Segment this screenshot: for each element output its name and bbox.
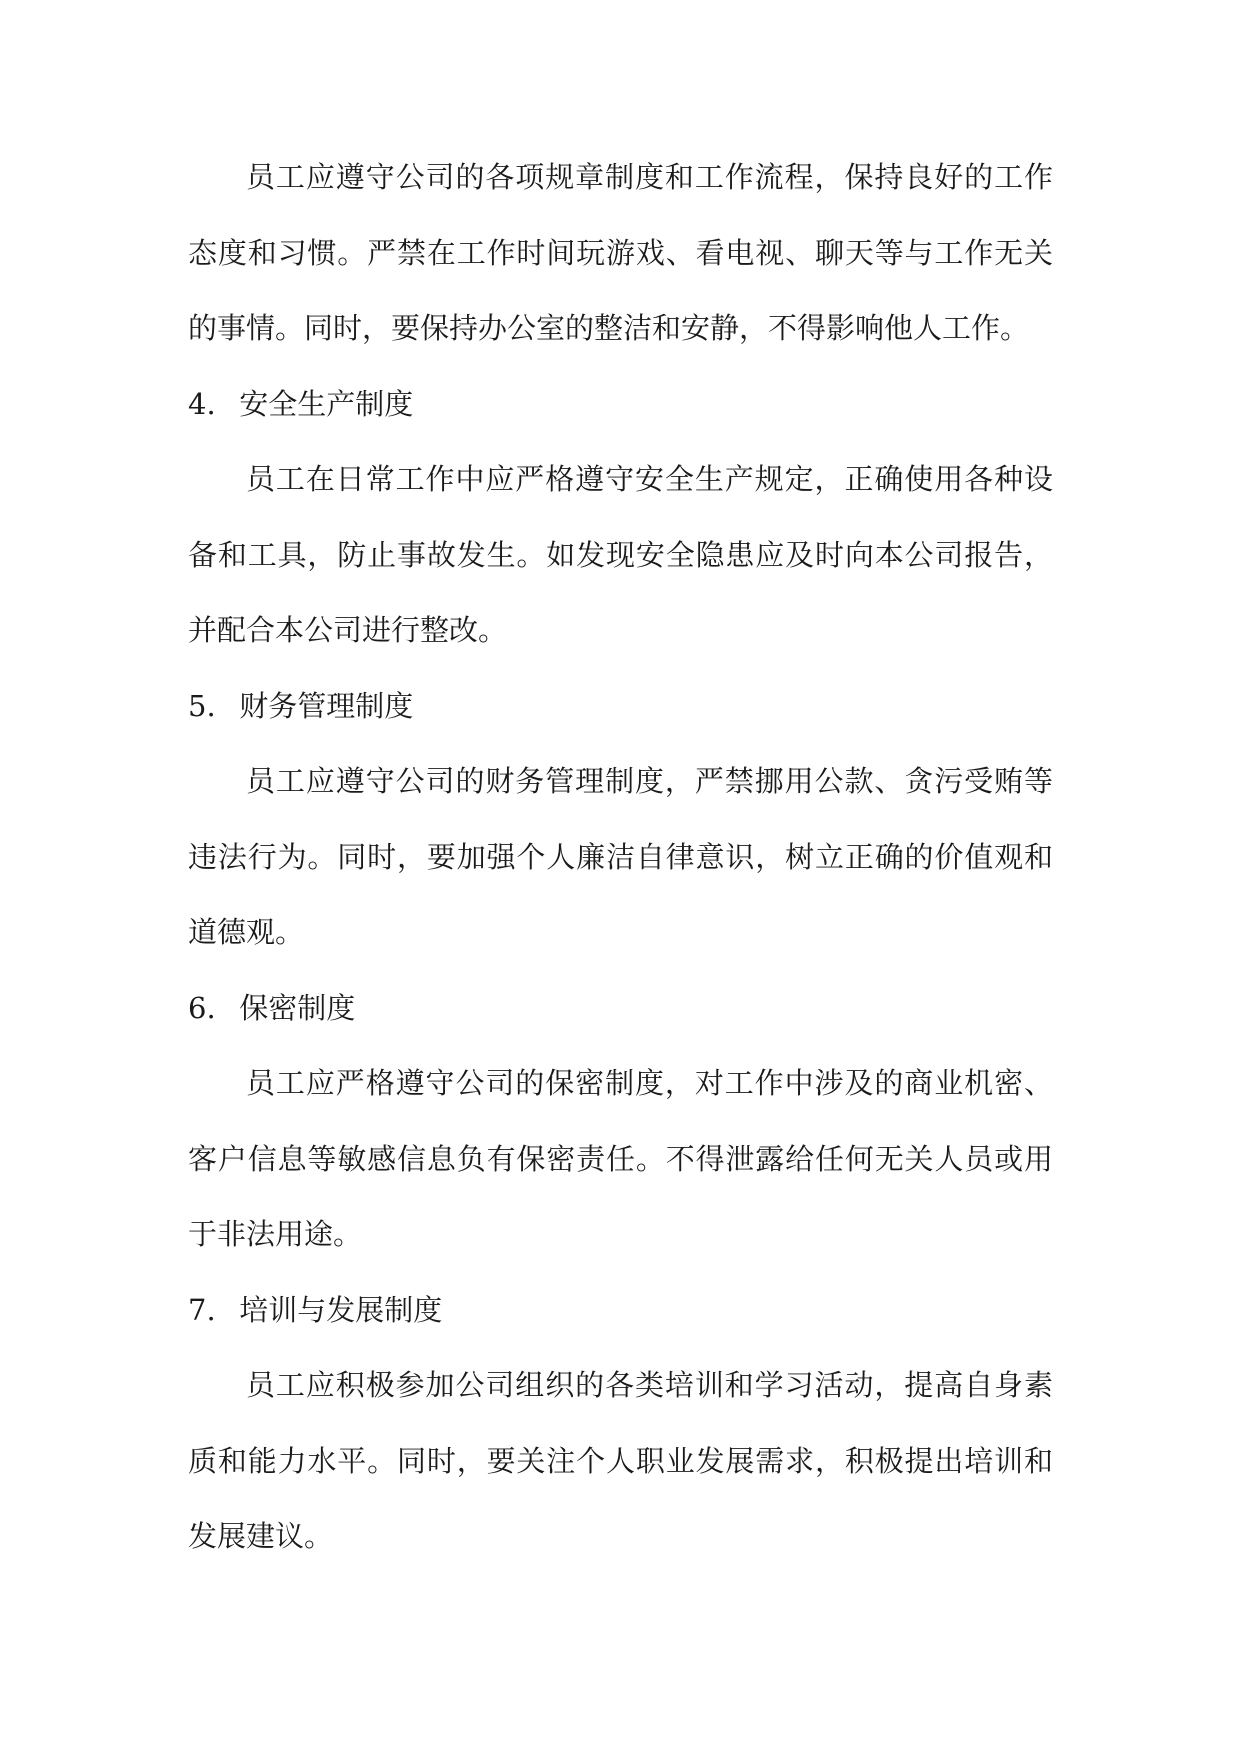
paragraph-work-discipline: 员工应遵守公司的各项规章制度和工作流程，保持良好的工作态度和习惯。严禁在工作时间玩游戏、看电视、聊天等与工作无关的事情。同时，要保持办公室的整洁和安静，不得影响他人工作。 <box>188 160 1053 345</box>
paragraph-safety: 员工在日常工作中应严格遵守安全生产规定，正确使用各种设备和工具，防止事故发生。如发现安全隐患应及时向本公司报告，并配合本公司进行整改。 <box>188 462 1053 647</box>
section-number: 7. <box>188 1292 216 1327</box>
section-heading-finance <box>188 669 1053 745</box>
section-title: 安全生产制度 <box>239 386 414 421</box>
section-title: 财务管理制度 <box>239 688 414 723</box>
section-number: 6. <box>188 990 216 1025</box>
paragraph-finance: 员工应遵守公司的财务管理制度，严禁挪用公款、贪污受贿等违法行为。同时，要加强个人廉洁自律意识，树立正确的价值观和道德观。 <box>188 764 1053 949</box>
section-title: 培训与发展制度 <box>239 1292 443 1327</box>
section-number: 5. <box>188 688 216 723</box>
section-heading-training <box>188 1273 1053 1349</box>
section-number: 4. <box>188 386 216 421</box>
section-title: 保密制度 <box>239 990 356 1025</box>
paragraph-training: 员工应积极参加公司组织的各类培训和学习活动，提高自身素质和能力水平。同时，要关注个人职业发展需求，积极提出培训和发展建议。 <box>188 1368 1053 1553</box>
paragraph-confidentiality: 员工应严格遵守公司的保密制度，对工作中涉及的商业机密、客户信息等敏感信息负有保密责任。不得泄露给任何无关人员或用于非法用途。 <box>188 1066 1053 1251</box>
section-heading-safety <box>188 367 1053 443</box>
section-heading-confidentiality <box>188 971 1053 1047</box>
document-body <box>188 140 1053 1575</box>
